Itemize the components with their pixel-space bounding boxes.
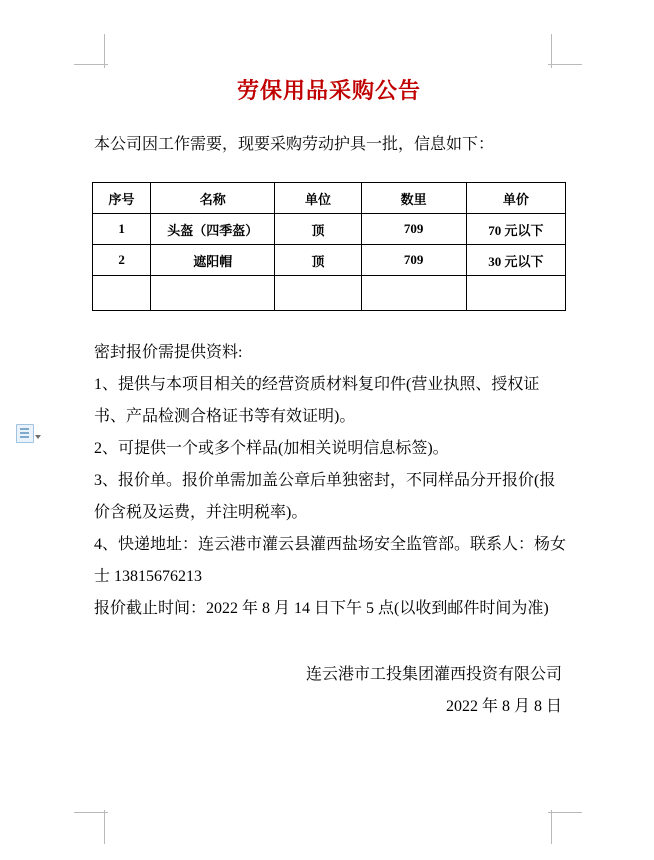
table-header-row [93, 183, 566, 214]
table-cell [151, 276, 275, 311]
page-title: 劳保用品采购公告 [236, 78, 421, 103]
table-row [93, 245, 566, 276]
table-cell [466, 276, 565, 311]
table-row [93, 214, 566, 245]
table-cell: 顶 [275, 245, 361, 276]
table-cell: 709 [361, 214, 466, 245]
paragraph: 密封报价需提供资料: [94, 344, 243, 362]
chevron-down-icon[interactable] [35, 435, 41, 439]
table-cell: 70 元以下 [466, 214, 565, 245]
table-cell [93, 276, 151, 311]
clipboard-icon [16, 424, 34, 443]
signature-company: 连云港市工投集团灌西投资有限公司 [305, 666, 562, 684]
crop-mark-bottom-right-vertical [551, 810, 552, 844]
table-cell: 2 [93, 245, 151, 276]
paragraph: 4、快递地址：连云港市灌云县灌西盐场安全监管部。联系人：杨女士 13815676213 [94, 536, 567, 586]
table-header-cell: 单位 [275, 183, 361, 214]
table-cell: 遮阳帽 [151, 245, 275, 276]
paste-options-icon[interactable] [16, 424, 41, 443]
requirements-section [90, 337, 568, 625]
table-cell: 709 [361, 245, 466, 276]
goods-table [92, 182, 566, 311]
paragraph: 报价截止时间：2022 年 8 月 14 日下午 5 点(以收到邮件时间为准) [94, 600, 549, 618]
table-row [93, 276, 566, 311]
table-cell: 顶 [275, 214, 361, 245]
intro-paragraph: 本公司因工作需要，现要采购劳动护具一批，信息如下： [94, 136, 495, 153]
table-header-cell: 名称 [151, 183, 275, 214]
table-header-cell: 序号 [93, 183, 151, 214]
signature-block [90, 659, 568, 723]
table-header-cell: 数里 [361, 183, 466, 214]
table-cell [361, 276, 466, 311]
table-cell: 1 [93, 214, 151, 245]
paragraph: 1、提供与本项目相关的经营资质材料复印件(营业执照、授权证书、产品检测合格证书等有效证明)。 [94, 376, 540, 426]
paragraph: 3、报价单。报价单需加盖公章后单独密封，不同样品分开报价(报价含税及运费，并注明税率)。 [94, 472, 556, 522]
crop-mark-bottom-right-horizontal [548, 812, 582, 813]
paragraph: 2、可提供一个或多个样品(加相关说明信息标签)。 [94, 440, 449, 458]
signature-date: 2022 年 8 月 8 日 [445, 698, 562, 716]
crop-mark-bottom-left-vertical [104, 810, 105, 844]
table-header-cell: 单价 [466, 183, 565, 214]
document-body [90, 60, 568, 723]
table-cell: 30 元以下 [466, 245, 565, 276]
crop-mark-bottom-left-horizontal [74, 812, 108, 813]
table-cell: 头盔（四季盔） [151, 214, 275, 245]
table-cell [275, 276, 361, 311]
